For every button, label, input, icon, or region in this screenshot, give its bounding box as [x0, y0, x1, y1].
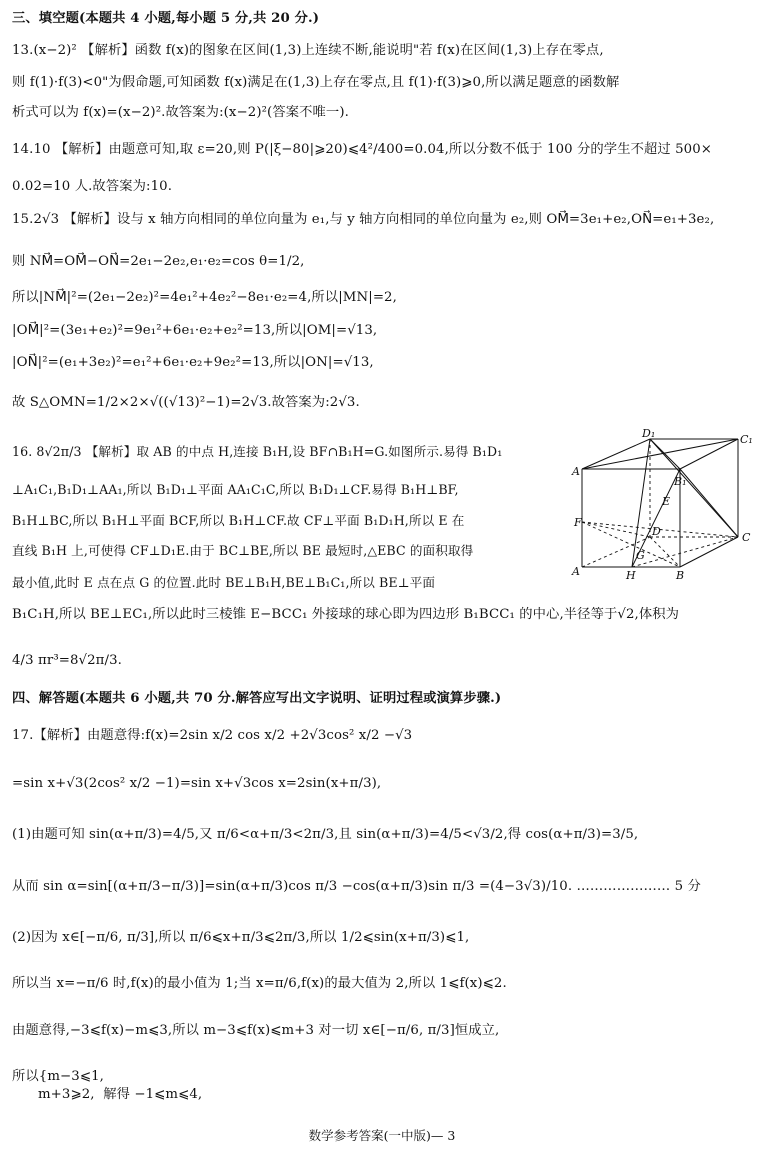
q15-line-3: 所以|NM⃗|²=(2e₁−2e₂)²=4e₁²+4e₂²−8e₁·e₂=4,所以|MN|=2,: [12, 290, 397, 305]
q16-line-4: 直线 B₁H 上,可使得 CF⊥D₁E.由于 BC⊥BE,所以 BE 最短时,△EBC 的面积取得: [12, 543, 474, 558]
cube-figure: [570, 427, 760, 587]
label-A1: A: [572, 465, 580, 478]
label-D1: D₁: [642, 427, 656, 440]
q16-line-7: 4/3 πr³=8√2π/3.: [12, 653, 122, 668]
q17-line-2: =sin x+√3(2cos² x/2 −1)=sin x+√3cos x=2sin(x+π/3),: [12, 776, 382, 791]
q13-line-3: 析式可以为 f(x)=(x−2)².故答案为:(x−2)²(答案不唯一).: [12, 105, 349, 120]
q17-line-5: (2)因为 x∈[−π/6, π/3],所以 π/6⩽x+π/3⩽2π/3,所以 1/2⩽sin(x+π/3)⩽1,: [12, 930, 470, 945]
q16-line-6: B₁C₁H,所以 BE⊥EC₁,所以此时三棱锥 E−BCC₁ 外接球的球心即为四边形 B₁BCC₁ 的中心,半径等于√2,体积为: [12, 607, 680, 622]
cube-edges: [582, 439, 738, 567]
q17-line-4: 从而 sin α=sin[(α+π/3−π/3)]=sin(α+π/3)cos π/3 −cos(α+π/3)sin π/3 =(4−3√3)/10. ………………… 5 分: [12, 879, 701, 894]
label-C: C: [742, 531, 751, 544]
label-F: F: [574, 516, 582, 529]
label-H: H: [626, 569, 636, 582]
section-3-header: 三、填空题(本题共 4 小题,每小题 5 分,共 20 分.): [12, 11, 320, 26]
label-B: B: [676, 569, 685, 582]
q16-line-2: ⊥A₁C₁,B₁D₁⊥AA₁,所以 B₁D₁⊥平面 AA₁C₁C,所以 B₁D₁⊥CF.易得 B₁H⊥BF,: [12, 482, 459, 497]
q15-line-6: 故 S△OMN=1/2×2×√((√13)²−1)=2√3.故答案为:2√3.: [12, 395, 360, 410]
label-B1: B₁: [674, 475, 687, 488]
q15-line-1: 15.2√3 【解析】设与 x 轴方向相同的单位向量为 e₁,与 y 轴方向相同的单位向量为 e₂,则 OM⃗=3e₁+e₂,ON⃗=e₁+3e₂,: [12, 212, 715, 227]
label-E: E: [662, 495, 671, 508]
label-A: A: [572, 565, 580, 578]
q17-line-8: 所以{m−3⩽1,: [12, 1069, 104, 1084]
q14-line-2: 0.02=10 人.故答案为:10.: [12, 179, 173, 194]
q13-line-1: 13.(x−2)² 【解析】函数 f(x)的图象在区间(1,3)上连续不断,能说明"若 f(x)在区间(1,3)上存在零点,: [12, 43, 604, 58]
q14-line-1: 14.10 【解析】由题意可知,取 ε=20,则 P(|ξ−80|⩾20)⩽4²/400=0.04,所以分数不低于 100 分的学生不超过 500×: [12, 142, 713, 157]
label-G: G: [636, 549, 645, 562]
q16-line-3: B₁H⊥BC,所以 B₁H⊥平面 BCF,所以 B₁H⊥CF.故 CF⊥平面 B₁D₁H,所以 E 在: [12, 513, 465, 528]
label-D: D: [652, 525, 661, 538]
q16-line-5: 最小值,此时 E 点在点 G 的位置.此时 BE⊥B₁H,BE⊥B₁C₁,所以 BE⊥平面: [12, 575, 436, 590]
q15-line-4: |OM⃗|²=(3e₁+e₂)²=9e₁²+6e₁·e₂+e₂²=13,所以|OM|=√13,: [12, 323, 378, 338]
q17-line-9: m+3⩾2, 解得 −1⩽m⩽4,: [12, 1087, 203, 1102]
label-C1: C₁: [740, 433, 753, 446]
q15-line-2: 则 NM⃗=OM⃗−ON⃗=2e₁−2e₂,e₁·e₂=cos θ=1/2,: [12, 254, 305, 269]
q17-line-3: (1)由题可知 sin(α+π/3)=4/5,又 π/6<α+π/3<2π/3,且 sin(α+π/3)=4/5<√3/2,得 cos(α+π/3)=3/5,: [12, 827, 639, 842]
q13-line-2: 则 f(1)·f(3)<0"为假命题,可知函数 f(x)满足在(1,3)上存在零点,且 f(1)·f(3)⩾0,所以满足题意的函数解: [12, 75, 620, 90]
q15-line-5: |ON⃗|²=(e₁+3e₂)²=e₁²+6e₁·e₂+9e₂²=13,所以|ON|=√13,: [12, 355, 374, 370]
q17-line-1: 17.【解析】由题意得:f(x)=2sin x/2 cos x/2 +2√3cos² x/2 −√3: [12, 728, 413, 743]
q17-line-7: 由题意得,−3⩽f(x)−m⩽3,所以 m−3⩽f(x)⩽m+3 对一切 x∈[−π/6, π/3]恒成立,: [12, 1023, 500, 1038]
q16-line-1: 16. 8√2π/3 【解析】取 AB 的中点 H,连接 B₁H,设 BF∩B₁H=G.如图所示.易得 B₁D₁: [12, 444, 503, 459]
q17-line-6: 所以当 x=−π/6 时,f(x)的最小值为 1;当 x=π/6,f(x)的最大值为 2,所以 1⩽f(x)⩽2.: [12, 976, 507, 991]
section-4-header: 四、解答题(本题共 6 小题,共 70 分.解答应写出文字说明、证明过程或演算步骤.): [12, 691, 502, 706]
page-footer: 数学参考答案(一中版)— 3: [308, 1128, 456, 1143]
